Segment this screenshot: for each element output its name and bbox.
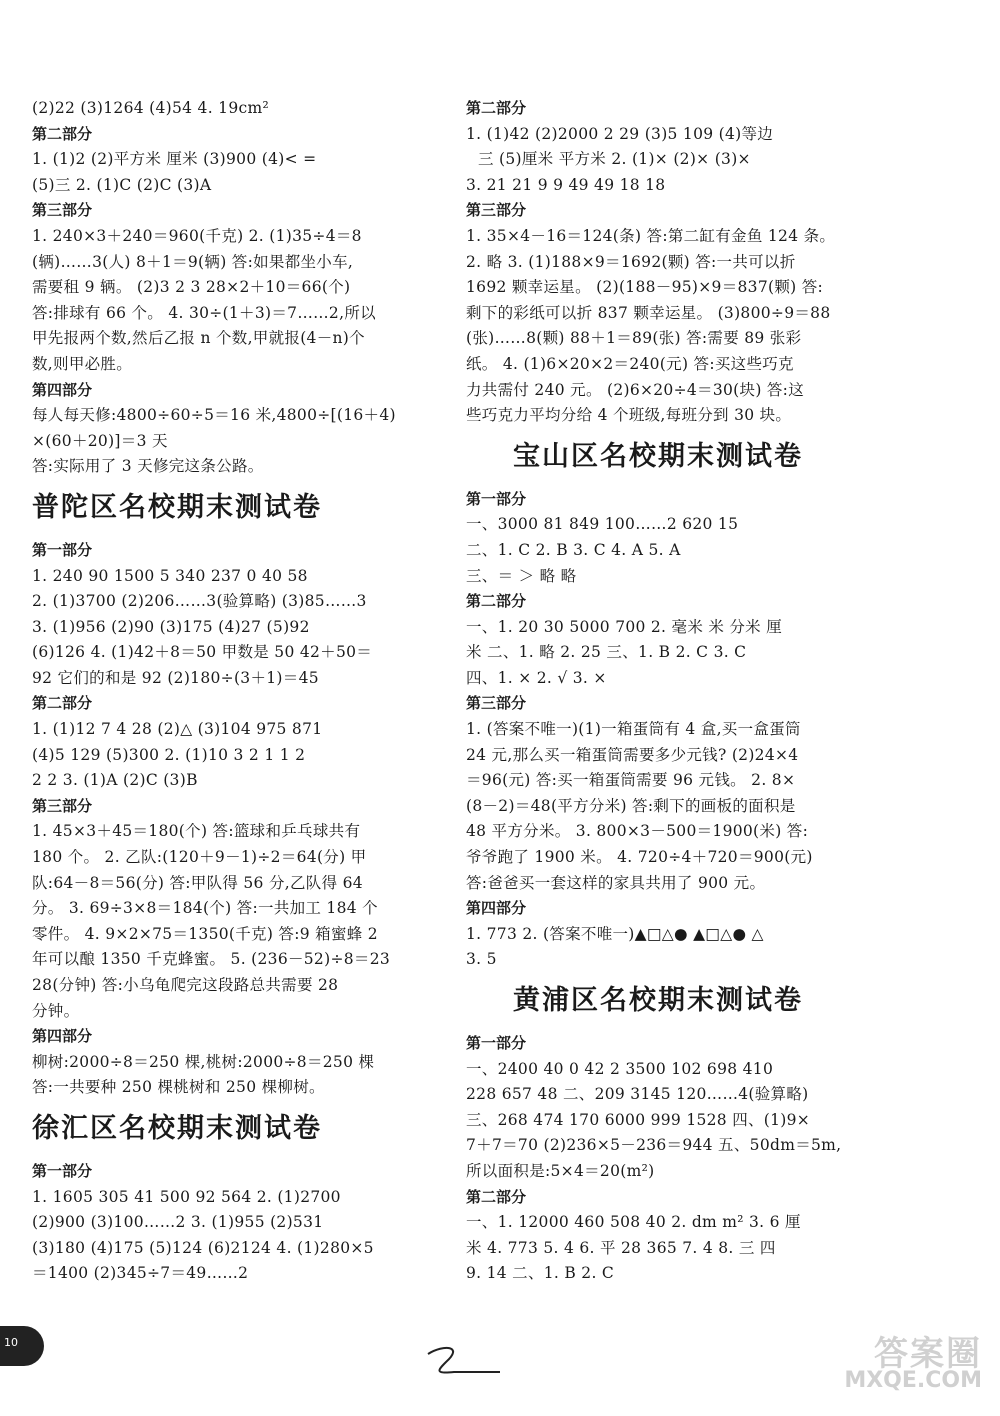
section-heading: 第三部分	[466, 201, 527, 220]
answer-line: 一、1. 20 30 5000 700 2. 毫米 米 分米 厘	[466, 617, 782, 636]
answer-line: 28(分钟) 答:小乌龟爬完这段路总共需要 28	[32, 976, 339, 994]
answer-line: 三 (5)厘米 平方米 2. (1)× (2)× (3)×	[478, 150, 751, 169]
answer-line: 7＋7＝70 (2)236×5－236＝944 五、50dm＝5m,	[466, 1136, 842, 1155]
answer-line: 所以面积是:5×4＝20(m²)	[466, 1161, 655, 1180]
answer-line: 228 657 48 二、209 3145 120……4(验算略)	[466, 1085, 809, 1104]
answer-line: (8－2)＝48(平方分米) 答:剩下的画板的面积是	[466, 796, 796, 815]
answer-line: 一、1. 12000 460 508 40 2. dm m² 3. 6 厘	[466, 1213, 801, 1232]
section-heading: 第二部分	[32, 124, 93, 143]
handwritten-mark	[424, 1340, 504, 1380]
answer-line: 24 元,那么买一箱蛋筒需要多少元钱? (2)24×4	[466, 745, 799, 764]
answer-line: 1. (1)42 (2)2000 2 29 (3)5 109 (4)等边	[466, 124, 774, 143]
answer-line: 纸。 4. (1)6×20×2＝240(元) 答:买这些巧克	[466, 354, 794, 373]
answer-line: 180 个。 2. 乙队:(120＋9－1)÷2＝64(分) 甲	[32, 848, 367, 867]
answer-line: 数,则甲必胜。	[32, 354, 133, 373]
section-heading: 第一部分	[466, 489, 527, 508]
section-heading: 第四部分	[466, 899, 527, 918]
answer-line: (2)900 (3)100……2 3. (1)955 (2)531	[32, 1213, 324, 1232]
answer-line: 1. 35×4－16＝124(条) 答:第二缸有金鱼 124 条。	[466, 226, 836, 245]
answer-line: 2. (1)3700 (2)206……3(验算略) (3)85……3	[32, 592, 367, 611]
section-heading: 第二部分	[466, 99, 527, 117]
answer-line: 力共需付 240 元。 (2)6×20÷4＝30(块) 答:这	[466, 380, 805, 399]
answer-line: 一、2400 40 0 42 2 3500 102 698 410	[466, 1059, 774, 1078]
answer-line: 柳树:2000÷8＝250 棵,桃树:2000÷8＝250 棵	[32, 1052, 375, 1071]
answer-line: 3. (1)956 (2)90 (3)175 (4)27 (5)92	[32, 617, 310, 636]
answer-line: 分。 3. 69÷3×8＝184(个) 答:一共加工 184 个	[32, 899, 378, 918]
answer-line: (4)5 129 (5)300 2. (1)10 3 2 1 1 2	[32, 745, 306, 764]
answer-line: 答:排球有 66 个。 4. 30÷(1＋3)＝7……2,所以	[32, 303, 376, 322]
answer-line: 队:64－8＝56(分) 答:甲队得 56 分,乙队得 64	[32, 873, 363, 892]
answer-line: ＝1400 (2)345÷7＝49……2	[32, 1264, 249, 1283]
answer-line: (6)126 4. (1)42＋8＝50 甲数是 50 42＋50＝	[32, 643, 373, 662]
watermark-url: MXQE.COM	[844, 1368, 982, 1393]
page-number: 10	[4, 1336, 18, 1349]
answer-line: 1. (1)12 7 4 28 (2)△ (3)104 975 871	[32, 720, 323, 739]
answer-line: 四、1. × 2. √ 3. ×	[466, 668, 607, 687]
answer-line: (5)三 2. (1)C (2)C (3)A	[32, 175, 212, 194]
section-heading: 第三部分	[466, 694, 527, 713]
answer-line: 三、268 474 170 6000 999 1528 四、(1)9×	[466, 1110, 811, 1129]
answer-line: 答:爸爸买一套这样的家具共用了 900 元。	[466, 873, 766, 892]
answer-line: 每人每天修:4800÷60÷5＝16 米,4800÷[(16＋4)	[32, 406, 396, 425]
answer-line: 9. 14 二、1. B 2. C	[466, 1264, 615, 1283]
answer-line: 甲先报两个数,然后乙报 n 个数,甲就报(4－n)个	[32, 329, 365, 348]
answer-line: 1. (1)2 (2)平方米 厘米 (3)900 (4)< =	[32, 150, 317, 169]
answer-line: 48 平方分米。 3. 800×3－500＝1900(米) 答:	[466, 822, 809, 841]
test-title: 普陀区名校期末测试卷	[32, 491, 322, 523]
answer-line: 1. (答案不唯一)(1)一箱蛋筒有 4 盒,买一盒蛋筒	[466, 720, 801, 739]
answer-line: 3. 21 21 9 9 49 49 18 18	[466, 175, 666, 194]
answer-line: 3. 5	[466, 950, 497, 969]
section-heading: 第二部分	[32, 694, 93, 713]
answer-line: ×(60＋20)]＝3 天	[32, 431, 168, 450]
answer-line: 年可以酿 1350 千克蜂蜜。 5. (236－52)÷8＝23	[32, 950, 391, 969]
answer-line: 剩下的彩纸可以折 837 颗幸运星。 (3)800÷9＝88	[466, 303, 831, 322]
answer-line: 1. 1605 305 41 500 92 564 2. (1)2700	[32, 1187, 341, 1206]
answer-line: 1. 240×3＋240＝960(千克) 2. (1)35÷4＝8	[32, 226, 362, 245]
section-heading: 第一部分	[32, 1161, 93, 1180]
answer-line: 一、3000 81 849 100……2 620 15	[466, 515, 739, 534]
answer-line: 1. 773 2. (答案不唯一)▲□△● ▲□△● △	[466, 924, 764, 943]
section-heading: 第一部分	[32, 540, 93, 559]
answer-line: 答:实际用了 3 天修完这条公路。	[32, 457, 264, 476]
answer-line: 三、＝ ＞ 略 略	[466, 566, 577, 585]
answer-line: 需要租 9 辆。 (2)3 2 3 28×2＋10＝66(个)	[32, 278, 351, 297]
answer-line: 些巧克力平均分给 4 个班级,每班分到 30 块。	[466, 406, 792, 425]
section-heading: 第三部分	[32, 201, 93, 220]
answer-line: 爷爷跑了 1900 米。 4. 720÷4＋720＝900(元)	[466, 848, 813, 867]
section-heading: 第三部分	[32, 796, 93, 815]
answer-line: 92 它们的和是 92 (2)180÷(3＋1)＝45	[32, 668, 319, 687]
answer-line: 1. 45×3＋45＝180(个) 答:篮球和乒乓球共有	[32, 822, 361, 841]
answer-line: 2. 略 3. (1)188×9＝1692(颗) 答:一共可以折	[466, 252, 796, 271]
answer-line: 分钟。	[32, 1001, 80, 1020]
test-title: 黄浦区名校期末测试卷	[513, 985, 803, 1016]
answer-line: 米 二、1. 略 2. 25 三、1. B 2. C 3. C	[466, 643, 747, 662]
section-heading: 第四部分	[32, 1027, 93, 1046]
answer-line: (张)……8(颗) 88＋1＝89(张) 答:需要 89 张彩	[466, 329, 802, 348]
answer-line: 2 2 3. (1)A (2)C (3)B	[32, 771, 198, 790]
answer-line: ＝96(元) 答:买一箱蛋筒需要 96 元钱。 2. 8×	[466, 771, 796, 790]
answer-line: (2)22 (3)1264 (4)54 4. 19cm²	[32, 99, 269, 117]
right-column	[466, 96, 850, 1287]
left-column	[32, 96, 420, 1287]
answer-line: (3)180 (4)175 (5)124 (6)2124 4. (1)280×5	[32, 1238, 374, 1257]
answer-line: 零件。 4. 9×2×75＝1350(千克) 答:9 箱蜜蜂 2	[32, 924, 378, 943]
watermark-logo: 答案圈	[874, 1334, 982, 1374]
answer-line: (辆)……3(人) 8＋1＝9(辆) 答:如果都坐小车,	[32, 252, 354, 271]
section-heading: 第四部分	[32, 380, 93, 399]
answer-line: 1692 颗幸运星。 (2)(188－95)×9＝837(颗) 答:	[466, 278, 824, 297]
section-heading: 第二部分	[466, 1187, 527, 1206]
test-title: 徐汇区名校期末测试卷	[32, 1112, 322, 1144]
section-heading: 第一部分	[466, 1034, 527, 1052]
answer-line: 二、1. C 2. B 3. C 4. A 5. A	[466, 540, 681, 559]
section-heading: 第二部分	[466, 592, 527, 611]
answer-line: 米 4. 773 5. 4 6. 平 28 365 7. 4 8. 三 四	[466, 1238, 776, 1257]
test-title: 宝山区名校期末测试卷	[513, 440, 803, 472]
answer-line: 答:一共要种 250 棵桃树和 250 棵柳树。	[32, 1078, 325, 1097]
answer-line: 1. 240 90 1500 5 340 237 0 40 58	[32, 566, 308, 585]
